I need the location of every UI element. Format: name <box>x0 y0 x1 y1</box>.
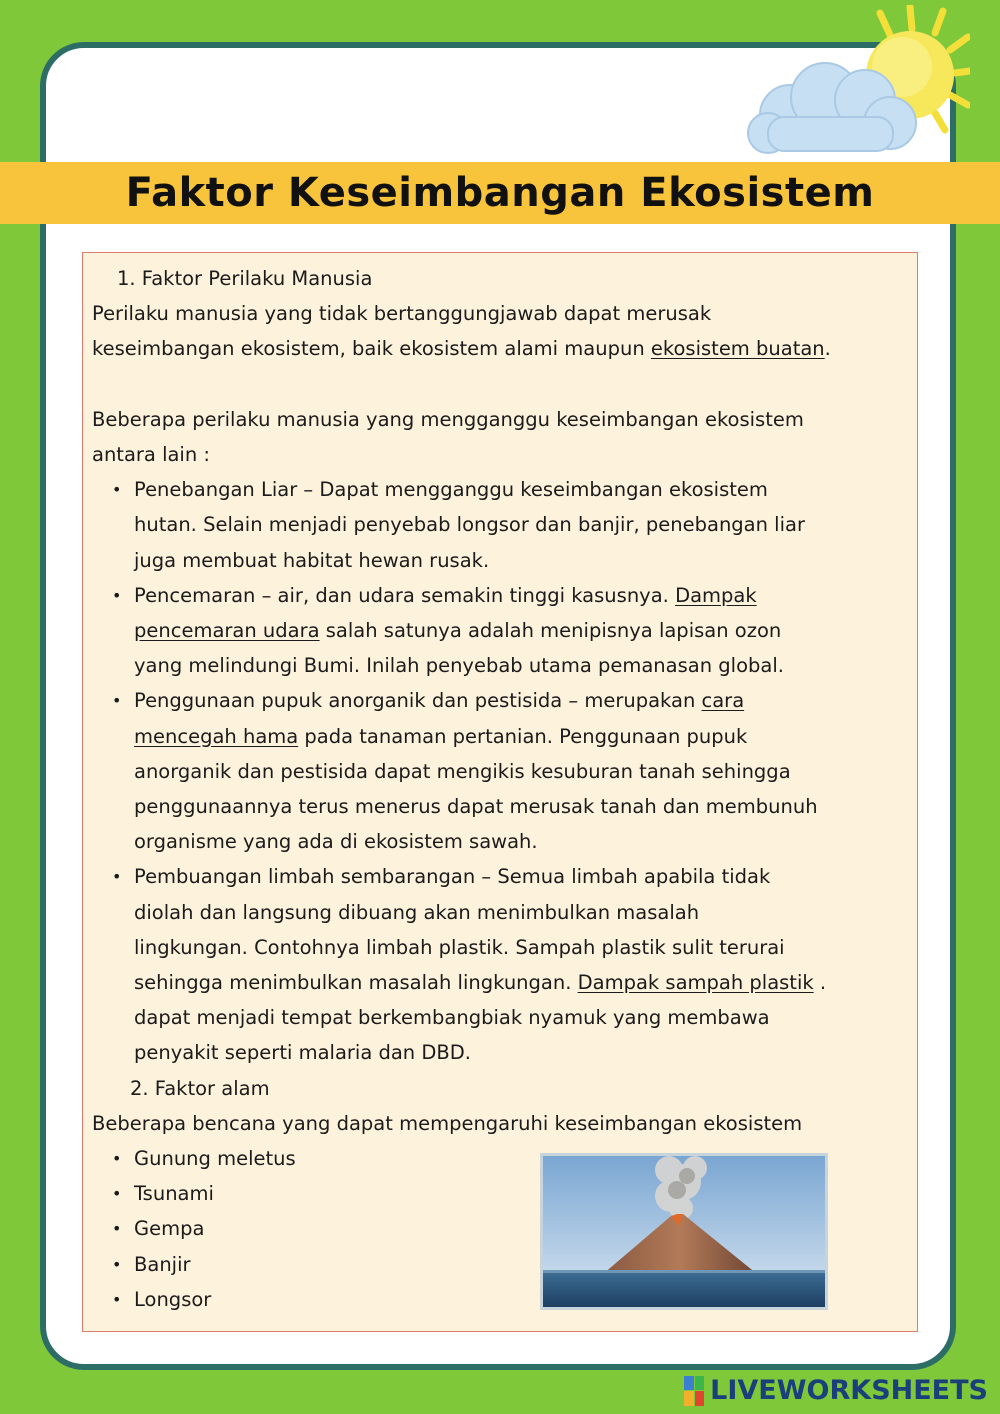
list-line: hutan. Selain menjadi penyebab longsor dan banjir, penebangan liar <box>134 513 805 537</box>
list-item: • Banjir <box>92 1247 907 1282</box>
section-heading-2: 2. Faktor alam <box>130 1076 270 1100</box>
list-item: • Gunung meletus <box>92 1141 907 1176</box>
intro-text: keseimbangan ekosistem, baik ekosistem alami maupun <box>92 337 651 361</box>
lead-line: Beberapa perilaku manusia yang mengganggu keseimbangan ekosistem <box>92 407 804 431</box>
list-item: • Gempa <box>92 1211 907 1246</box>
list-line: dapat menjadi tempat berkembangbiak nyamuk yang membawa <box>134 1006 770 1030</box>
cara-mencegah-hama-link[interactable]: cara <box>701 689 745 713</box>
page-title: Faktor Keseimbangan Ekosistem <box>125 170 875 216</box>
list-item-limbah <box>92 859 907 1070</box>
human-factor-list <box>92 472 907 1070</box>
ekosistem-buatan-link[interactable]: ekosistem buatan <box>650 337 825 361</box>
intro-line: Perilaku manusia yang tidak bertanggungjawab dapat merusak <box>92 302 712 326</box>
sun-cloud-illustration <box>740 5 970 165</box>
section-heading-1: 1. Faktor Perilaku Manusia <box>117 267 373 290</box>
dampak-pencemaran-link[interactable]: pencemaran udara <box>134 619 320 643</box>
list-item: • Tsunami <box>92 1176 907 1211</box>
list-line: • Penebangan Liar – Dapat mengganggu keseimbangan ekosistem <box>134 478 768 502</box>
list-item-pencemaran <box>92 578 907 684</box>
list-line: diolah dan langsung dibuang akan menimbulkan masalah <box>134 900 700 924</box>
list-line: yang melindungi Bumi. Inilah penyebab utama pemanasan global. <box>134 654 784 678</box>
list-item-penebangan <box>92 472 907 578</box>
list-line: penggunaannya terus menerus dapat merusak tanah dan membunuh <box>134 795 818 819</box>
list-line <box>134 578 907 613</box>
list-text: salah satunya adalah menipisnya lapisan ozon <box>319 619 782 643</box>
list-line: penyakit seperti malaria dan DBD. <box>134 1041 471 1065</box>
list-text: Penggunaan pupuk anorganik dan pestisida – merupakan <box>134 689 702 713</box>
list-line <box>134 719 907 754</box>
lead-line: Beberapa bencana yang dapat mempengaruhi keseimbangan ekosistem <box>92 1111 803 1135</box>
list-line: anorganik dan pestisida dapat mengikis kesuburan tanah sehingga <box>134 759 791 783</box>
list-line <box>134 965 907 1000</box>
lead-line: antara lain : <box>92 443 210 466</box>
list-line: organisme yang ada di ekosistem sawah. <box>134 830 538 854</box>
dampak-pencemaran-link[interactable]: Dampak <box>675 583 757 607</box>
spacer <box>92 367 907 402</box>
intro-line <box>92 331 907 366</box>
list-item: • Longsor <box>92 1282 907 1317</box>
list-text: sehingga menimbulkan masalah lingkungan. <box>134 971 578 995</box>
liveworksheets-logo-icon <box>684 1376 704 1406</box>
list-line: juga membuat habitat hewan rusak. <box>134 548 490 572</box>
liveworksheets-brand[interactable] <box>684 1375 988 1406</box>
dampak-sampah-plastik-link[interactable]: Dampak sampah plastik <box>577 971 814 995</box>
volcano-image <box>540 1153 828 1310</box>
list-line: • Pembuangan limbah sembarangan – Semua limbah apabila tidak <box>134 865 771 889</box>
cara-mencegah-hama-link[interactable]: mencegah hama <box>134 724 299 748</box>
list-text: pada tanaman pertanian. Penggunaan pupuk <box>298 724 748 748</box>
brand-name: LIVEWORKSHEETS <box>710 1375 988 1406</box>
list-text: Pencemaran – air, dan udara semakin tinggi kasusnya. <box>134 583 676 607</box>
title-band <box>0 162 1000 224</box>
list-item-pupuk <box>92 683 907 859</box>
list-line <box>134 613 907 648</box>
list-line: lingkungan. Contohnya limbah plastik. Sampah plastik sulit terurai <box>134 935 785 959</box>
list-line <box>134 683 907 718</box>
list-text: . <box>813 971 827 995</box>
intro-text: . <box>824 337 831 361</box>
